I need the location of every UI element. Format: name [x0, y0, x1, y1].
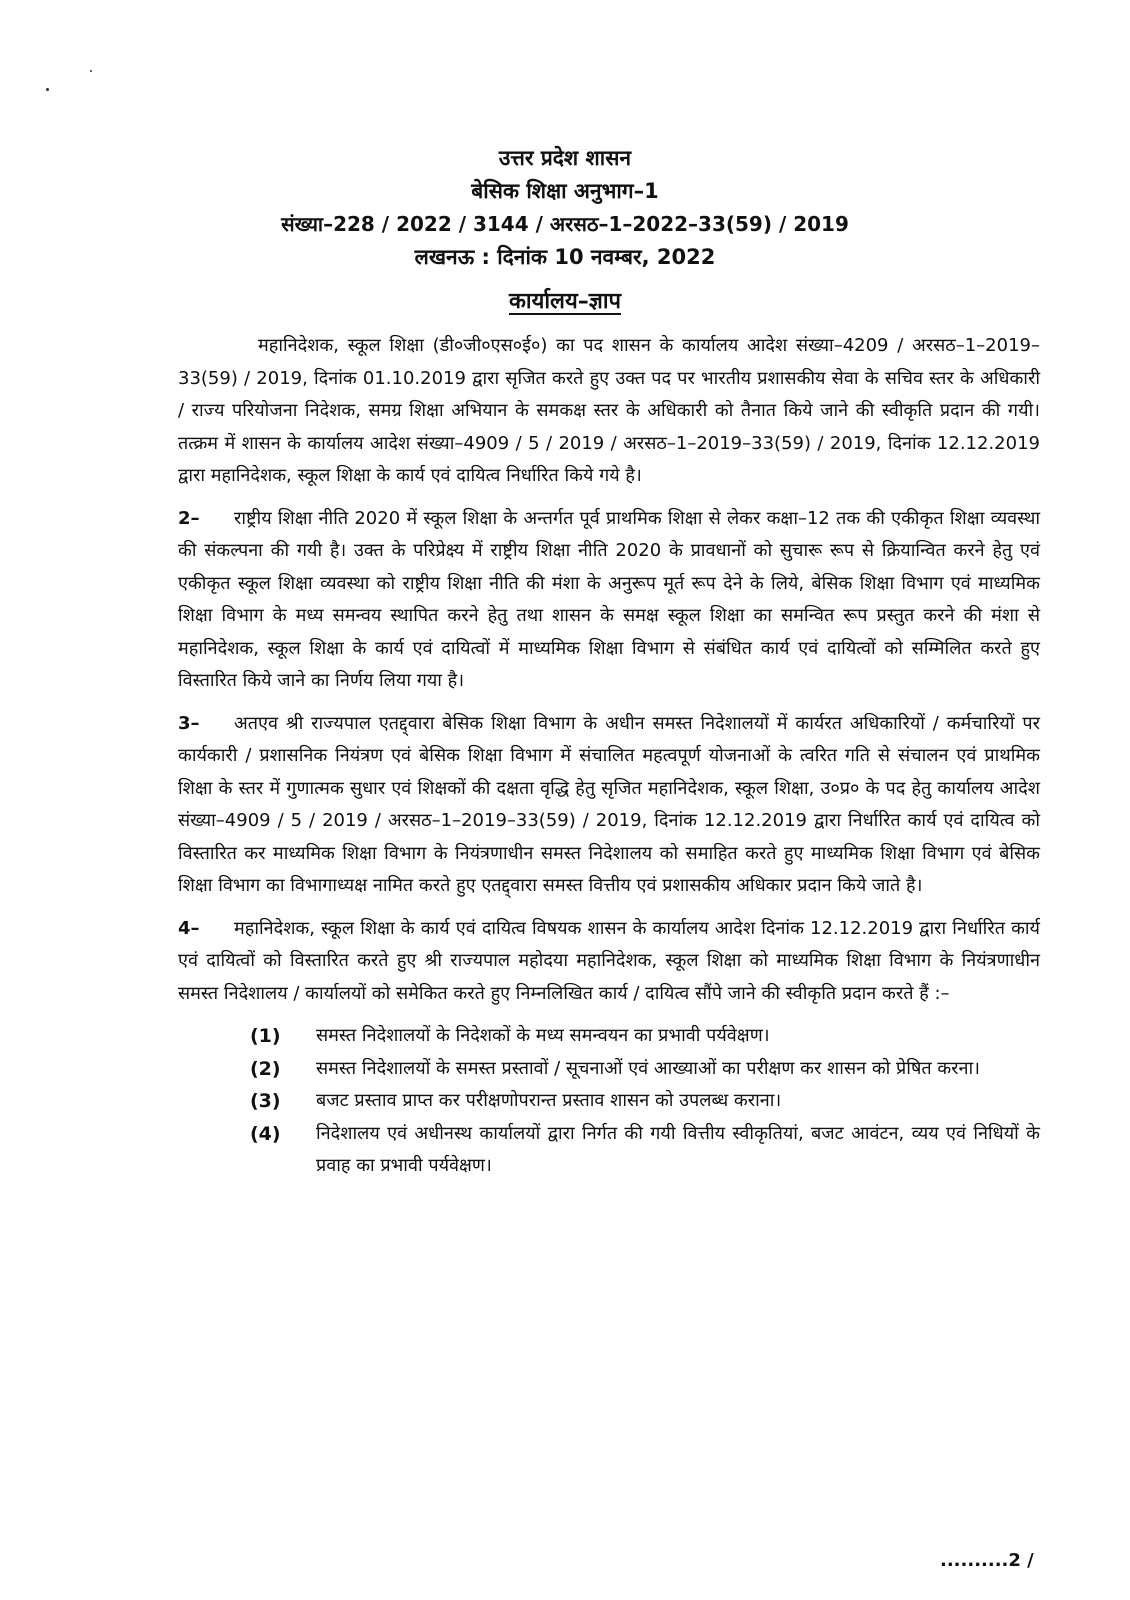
- list-item: [178, 1053, 1040, 1086]
- paragraph-text: महानिदेशक, स्कूल शिक्षा के कार्य एवं दायित्व विषयक शासन के कार्यालय आदेश दिनांक 12.12.2019 द्वारा निर्धारित कार्य एवं दायित्वों को विस्तारित करते हुए श्री राज्यपाल महोदया महानिदेशक, स्कूल शिक्षा को माध्यमिक शिक्षा विभाग के नियंत्रणाधीन समस्त निदेशालय / कार्यालयों को समेकित करते हुए निम्नलिखित कार्य / दायित्व सौंपे जाने की स्वीकृति प्रदान करते हैं :–: [178, 917, 1040, 1004]
- list-item-text: निदेशालय एवं अधीनस्थ कार्यालयों द्वारा निर्गत की गयी वित्तीय स्वीकृतियां, बजट आवंटन, व्यय एवं निधियों के प्रवाह का प्रभावी पर्यवेक्षण।: [316, 1122, 1040, 1176]
- govt-name: उत्तर प्रदेश शासन: [498, 146, 632, 170]
- list-item: [178, 1118, 1040, 1183]
- place-date: लखनऊ : दिनांक 10 नवम्बर, 2022: [414, 245, 716, 269]
- scan-speck: [46, 88, 49, 91]
- document-body: [178, 330, 1040, 1183]
- list-item-text: समस्त निदेशालयों के निदेशकों के मध्य समन्वयन का प्रभावी पर्यवेक्षण।: [316, 1025, 770, 1046]
- section-name: बेसिक शिक्षा अनुभाग–1: [471, 179, 659, 203]
- list-item-number: (3): [250, 1090, 281, 1112]
- paragraph-3: [178, 708, 1040, 903]
- page-continuation: ..........2 /: [940, 1550, 1034, 1571]
- list-item-number: (4): [250, 1122, 281, 1145]
- paragraph-2: [178, 503, 1040, 698]
- paragraph-number: 4–: [178, 917, 200, 939]
- list-item: [178, 1085, 1040, 1118]
- duties-list: [178, 1020, 1040, 1183]
- list-item-text: बजट प्रस्ताव प्राप्त कर परीक्षणोपरान्त प्रस्ताव शासन को उपलब्ध कराना।: [316, 1090, 782, 1111]
- paragraph-text: राष्ट्रीय शिक्षा नीति 2020 में स्कूल शिक्षा के अन्तर्गत पूर्व प्राथमिक शिक्षा से लेकर कक्षा–12 तक की एकीकृत शिक्षा व्यवस्था की संकल्पना की गयी है। उक्त के परिप्रेक्ष्य में राष्ट्रीय शिक्षा नीति 2020 के प्रावधानों को सुचारू रूप से क्रियान्वित करने हेतु एवं एकीकृत स्कूल शिक्षा व्यवस्था को राष्ट्रीय शिक्षा नीति की मंशा के अनुरूप मूर्त रूप देने के लिये, बेसिक शिक्षा विभाग एवं माध्यमिक शिक्षा विभाग के मध्य समन्वय स्थापित करने हेतु तथा शासन के समक्ष स्कूल शिक्षा का समन्वित रूप प्रस्तुत करने की मंशा से महानिदेशक, स्कूल शिक्षा के कार्य एवं दायित्वों में माध्यमिक शिक्षा विभाग से संबंधित कार्य एवं दायित्वों को सम्मिलित करते हुए विस्तारित किये जाने का निर्णय लिया गया है।: [178, 507, 1040, 691]
- list-item: [178, 1020, 1040, 1053]
- scan-speck: [90, 70, 92, 72]
- document-header: [0, 142, 1130, 274]
- reference-number: संख्या–228 / 2022 / 3144 / अरसठ–1–2022–33(59) / 2019: [281, 212, 849, 236]
- paragraph-number: 2–: [178, 507, 200, 529]
- paragraph-number: 3–: [178, 712, 200, 734]
- list-item-text: समस्त निदेशालयों के समस्त प्रस्तावों / सूचनाओं एवं आख्याओं का परीक्षण कर शासन को प्रेषित करना।: [316, 1057, 980, 1079]
- paragraph-text: अतएव श्री राज्यपाल एतद्द्वारा बेसिक शिक्षा विभाग के अधीन समस्त निदेशालयों में कार्यरत अधिकारियों / कर्मचारियों पर कार्यकारी / प्रशासनिक नियंत्रण एवं बेसिक शिक्षा विभाग में संचालित महत्वपूर्ण योजनाओं के त्वरित गति से संचालन एवं प्राथमिक शिक्षा के स्तर में गुणात्मक सुधार एवं शिक्षकों की दक्षता वृद्धि हेतु सृजित महानिदेशक, स्कूल शिक्षा, उ०प्र० के पद हेतु कार्यालय आदेश संख्या–4909 / 5 / 2019 / अरसठ–1–2019–33(59) / 2019, दिनांक 12.12.2019 द्वारा निर्धारित कार्य एवं दायित्व को विस्तारित कर माध्यमिक शिक्षा विभाग के नियंत्रणाधीन समस्त निदेशालय को समाहित करते हुए माध्यमिक शिक्षा विभाग एवं बेसिक शिक्षा विभाग का विभागाध्यक्ष नामित करते हुए एतद्द्वारा समस्त वित्तीय एवं प्रशासकीय अधिकार प्रदान किये जाते है।: [178, 712, 1040, 896]
- document-title: [0, 285, 1130, 315]
- list-item-number: (2): [250, 1057, 281, 1080]
- title-text: कार्यालय–ज्ञाप: [508, 289, 622, 314]
- paragraph-4: [178, 913, 1040, 1011]
- list-item-number: (1): [250, 1025, 281, 1047]
- paragraph-1: महानिदेशक, स्कूल शिक्षा (डी०जी०एस०ई०) का पद शासन के कार्यालय आदेश संख्या–4209 / अरसठ–1–2019–33(59) / 2019, दिनांक 01.10.2019 द्वारा सृजित करते हुए उक्त पद पर भारतीय प्रशासकीय सेवा के सचिव स्तर के अधिकारी / राज्य परियोजना निदेशक, समग्र शिक्षा अभियान के समकक्ष स्तर के अधिकारी को तैनात किये जाने की स्वीकृति प्रदान की गयी। तत्क्रम में शासन के कार्यालय आदेश संख्या–4909 / 5 / 2019 / अरसठ–1–2019–33(59) / 2019, दिनांक 12.12.2019 द्वारा महानिदेशक, स्कूल शिक्षा के कार्य एवं दायित्व निर्धारित किये गये है।: [178, 335, 1040, 486]
